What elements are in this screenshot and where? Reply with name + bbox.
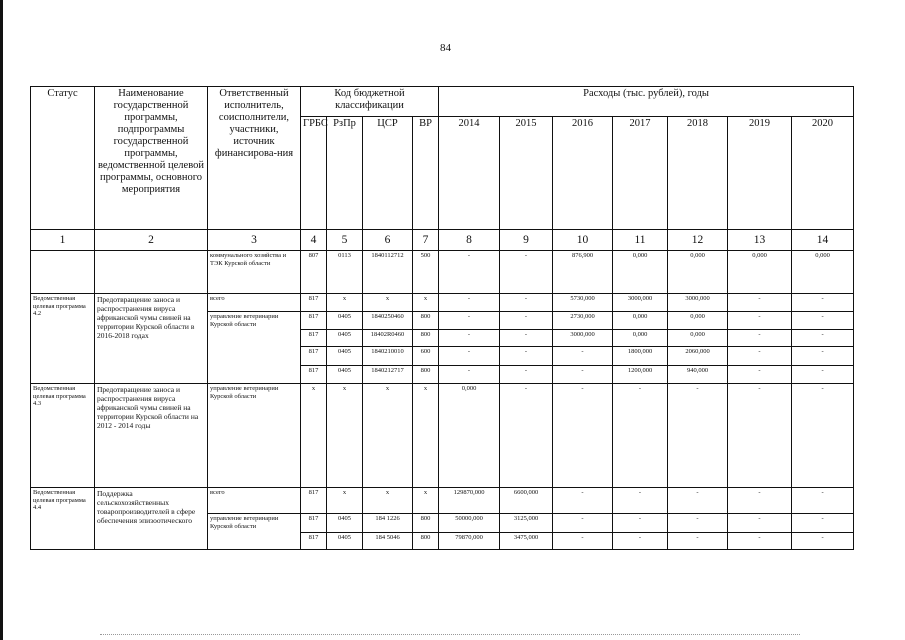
table-row [31, 488, 854, 514]
rzpr-cell: x [327, 294, 363, 312]
expense-value-cell: - [439, 366, 500, 384]
expense-value-cell: - [613, 384, 668, 488]
expense-value-cell: - [792, 330, 854, 347]
expense-value-cell: - [553, 384, 613, 488]
expense-value-cell: - [728, 294, 792, 312]
expense-value-cell: - [553, 347, 613, 366]
expense-value-cell: - [792, 347, 854, 366]
expense-value-cell: - [500, 366, 553, 384]
scan-footer-line [100, 634, 800, 635]
expense-value-cell: - [613, 533, 668, 550]
column-number: 9 [500, 230, 553, 251]
column-number: 4 [301, 230, 327, 251]
expense-value-cell: - [792, 488, 854, 514]
header-program-name: Наименование государственной программы, подпрограммы государственной программы, ведомственной целевой программы, основного мероприятия [95, 87, 208, 230]
vr-cell: x [413, 384, 439, 488]
csr-cell: 1840212717 [363, 366, 413, 384]
table-row [31, 251, 854, 294]
grbs-cell: 817 [301, 488, 327, 514]
grbs-cell: 807 [301, 251, 327, 294]
column-number: 8 [439, 230, 500, 251]
expense-value-cell: - [792, 294, 854, 312]
csr-cell: 18402R0460 [363, 330, 413, 347]
csr-cell: x [363, 488, 413, 514]
expense-value-cell: 0,000 [668, 330, 728, 347]
expense-value-cell: - [792, 384, 854, 488]
rzpr-cell: x [327, 384, 363, 488]
csr-cell: 1840210010 [363, 347, 413, 366]
status-cell [31, 251, 95, 294]
vr-cell: 500 [413, 251, 439, 294]
expense-value-cell: 3475,000 [500, 533, 553, 550]
grbs-cell: 817 [301, 294, 327, 312]
expense-value-cell: 0,000 [668, 312, 728, 330]
expense-value-cell: 3000,000 [668, 294, 728, 312]
scan-edge [0, 0, 3, 640]
responsible-cell: управление ветеринарии Курской области [208, 384, 301, 488]
expense-value-cell: 50000,000 [439, 514, 500, 533]
expense-value-cell: - [668, 533, 728, 550]
expense-value-cell: - [439, 347, 500, 366]
expense-value-cell: 1200,000 [613, 366, 668, 384]
grbs-cell: 817 [301, 330, 327, 347]
csr-cell: 1840112712 [363, 251, 413, 294]
expense-value-cell: 876,900 [553, 251, 613, 294]
grbs-cell: 817 [301, 312, 327, 330]
csr-cell: x [363, 294, 413, 312]
vr-cell: 800 [413, 514, 439, 533]
expense-value-cell: - [728, 488, 792, 514]
header-year: 2016 [553, 117, 613, 230]
csr-cell: 184 1226 [363, 514, 413, 533]
column-number: 14 [792, 230, 854, 251]
vr-cell: 600 [413, 347, 439, 366]
expense-value-cell: 3000,000 [553, 330, 613, 347]
responsible-cell: управление ветеринарии Курской области [208, 514, 301, 550]
expense-value-cell: 2060,000 [668, 347, 728, 366]
expense-value-cell: - [500, 294, 553, 312]
expense-value-cell: - [728, 514, 792, 533]
expense-value-cell: - [728, 533, 792, 550]
expense-value-cell: - [728, 347, 792, 366]
column-number: 6 [363, 230, 413, 251]
responsible-cell: всего [208, 294, 301, 312]
column-number: 1 [31, 230, 95, 251]
expense-value-cell: 0,000 [613, 251, 668, 294]
expense-value-cell: - [500, 347, 553, 366]
expense-value-cell: - [792, 514, 854, 533]
vr-cell: 800 [413, 312, 439, 330]
rzpr-cell: x [327, 488, 363, 514]
column-number: 5 [327, 230, 363, 251]
status-cell: Ведомственная целевая программа 4.2 [31, 294, 95, 384]
expense-value-cell: 79870,000 [439, 533, 500, 550]
expense-value-cell: 0,000 [613, 330, 668, 347]
rzpr-cell: 0405 [327, 514, 363, 533]
expense-value-cell: - [553, 488, 613, 514]
csr-cell: 184 5046 [363, 533, 413, 550]
header-year: 2018 [668, 117, 728, 230]
expense-value-cell: 6600,000 [500, 488, 553, 514]
grbs-cell: 817 [301, 533, 327, 550]
header-responsible: Ответственный исполнитель, соисполнители, участники, источник финансирова-ния [208, 87, 301, 230]
column-number: 2 [95, 230, 208, 251]
expense-value-cell: - [439, 294, 500, 312]
header-vr: ВР [413, 117, 439, 230]
expense-value-cell: 0,000 [792, 251, 854, 294]
header-year: 2014 [439, 117, 500, 230]
vr-cell: x [413, 488, 439, 514]
vr-cell: 800 [413, 366, 439, 384]
expense-value-cell: - [500, 312, 553, 330]
program-name-cell: Поддержка сельскохозяйственных товаропроизводителей в сфере обеспечения эпизоотического [95, 488, 208, 550]
header-year: 2019 [728, 117, 792, 230]
expense-value-cell: - [792, 366, 854, 384]
expense-value-cell: 0,000 [728, 251, 792, 294]
rzpr-cell: 0405 [327, 347, 363, 366]
budget-table [30, 86, 854, 550]
header-grbs: ГРБС [301, 117, 327, 230]
page-number: 84 [440, 42, 451, 54]
responsible-cell: коммунального хозяйства и ТЭК Курской области [208, 251, 301, 294]
header-expenses: Расходы (тыс. рублей), годы [439, 87, 854, 117]
expense-value-cell: - [500, 251, 553, 294]
expense-value-cell: - [553, 514, 613, 533]
header-budget-code: Код бюджетной классификации [301, 87, 439, 117]
expense-value-cell: - [668, 514, 728, 533]
expense-value-cell: 3125,000 [500, 514, 553, 533]
program-name-cell: Предотвращение заноса и распространения вируса африканской чумы свиней на территории Курской области в 2016-2018 годах [95, 294, 208, 384]
expense-value-cell: 3000,000 [613, 294, 668, 312]
column-number: 13 [728, 230, 792, 251]
column-number: 10 [553, 230, 613, 251]
expense-value-cell: - [728, 384, 792, 488]
csr-cell: 1840250460 [363, 312, 413, 330]
expense-value-cell: - [728, 330, 792, 347]
expense-value-cell: - [728, 312, 792, 330]
expense-value-cell: 0,000 [439, 384, 500, 488]
grbs-cell: 817 [301, 366, 327, 384]
expense-value-cell: - [613, 488, 668, 514]
header-year: 2017 [613, 117, 668, 230]
rzpr-cell: 0405 [327, 533, 363, 550]
vr-cell: 800 [413, 533, 439, 550]
table-row [31, 384, 854, 488]
expense-value-cell: 2730,000 [553, 312, 613, 330]
grbs-cell: 817 [301, 347, 327, 366]
expense-value-cell: - [668, 488, 728, 514]
responsible-cell: управление ветеринарии Курской области [208, 312, 301, 384]
expense-value-cell: - [792, 533, 854, 550]
rzpr-cell: 0405 [327, 312, 363, 330]
expense-value-cell: 940,000 [668, 366, 728, 384]
expense-value-cell: 0,000 [668, 251, 728, 294]
vr-cell: 800 [413, 330, 439, 347]
rzpr-cell: 0405 [327, 330, 363, 347]
grbs-cell: 817 [301, 514, 327, 533]
expense-value-cell: 0,000 [613, 312, 668, 330]
expense-value-cell: - [500, 330, 553, 347]
header-rzpr: РзПр [327, 117, 363, 230]
expense-value-cell: - [553, 533, 613, 550]
expense-value-cell: 129870,000 [439, 488, 500, 514]
header-year: 2015 [500, 117, 553, 230]
responsible-cell: всего [208, 488, 301, 514]
header-csr: ЦСР [363, 117, 413, 230]
header-year: 2020 [792, 117, 854, 230]
column-number-row [31, 230, 854, 251]
vr-cell: x [413, 294, 439, 312]
expense-value-cell: - [553, 366, 613, 384]
header-status: Статус [31, 87, 95, 230]
expense-value-cell: - [668, 384, 728, 488]
column-number: 7 [413, 230, 439, 251]
csr-cell: x [363, 384, 413, 488]
expense-value-cell: - [500, 384, 553, 488]
expense-value-cell: 5730,000 [553, 294, 613, 312]
column-number: 12 [668, 230, 728, 251]
rzpr-cell: 0405 [327, 366, 363, 384]
expense-value-cell: - [439, 330, 500, 347]
expense-value-cell: - [792, 312, 854, 330]
program-name-cell [95, 251, 208, 294]
expense-value-cell: - [728, 366, 792, 384]
expense-value-cell: 1800,000 [613, 347, 668, 366]
column-number: 11 [613, 230, 668, 251]
grbs-cell: x [301, 384, 327, 488]
table-row [31, 294, 854, 312]
status-cell: Ведомственная целевая программа 4.3 [31, 384, 95, 488]
status-cell: Ведомственная целевая программа 4.4 [31, 488, 95, 550]
rzpr-cell: 0113 [327, 251, 363, 294]
expense-value-cell: - [613, 514, 668, 533]
expense-value-cell: - [439, 312, 500, 330]
expense-value-cell: - [439, 251, 500, 294]
column-number: 3 [208, 230, 301, 251]
program-name-cell: Предотвращение заноса и распространения вируса африканской чумы свиней на территории Курской области на 2012 - 2014 годы [95, 384, 208, 488]
